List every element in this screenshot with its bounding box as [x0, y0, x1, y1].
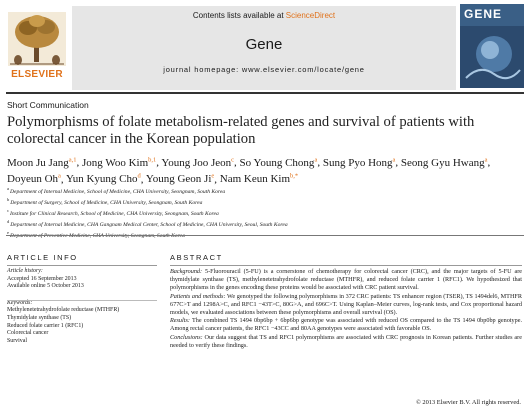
homepage-line [72, 65, 456, 74]
affiliation: $^e$Department of Preventive Medicine, CHA University, Seongnam, South Korea [7, 229, 185, 239]
author[interactable]: Nam Keun Kim$^{b,*}$ [219, 172, 299, 186]
sciencedirect-link[interactable]: ScienceDirect [285, 11, 336, 20]
homepage-prefix: journal homepage: [163, 65, 242, 74]
keywords-label: Keywords: [7, 299, 33, 306]
elsevier-logo[interactable] [6, 10, 68, 82]
keyword: Methylenetetrahydrofolate reductase (MTHFR) [7, 307, 120, 314]
article-title: Polymorphisms of folate metabolism-related genes and survival of patients with colorectal cancer in the Korean population [7, 114, 475, 147]
author[interactable]: Sung Pyo Hong$^a$ [322, 156, 396, 169]
abstract-background: Background: 5-Fluorouracil (5-FU) is a cornerstone of chemotherapy for colorectal cancer (CRC), and the major targets of 5-FU are thymidylate synthase (TS), methylenetetrahydrofolate reductase (MTHFR), and reduced folate carrier 1 (RFC1). We hypothesized that polymorphisms in the genes encoding these proteins would be associated with CRC patient survival. [170, 268, 522, 292]
affiliation: $^c$Institute for Clinical Research, School of Medicine, CHA University, Seongnam, South Korea [7, 207, 219, 217]
author[interactable]: Seong Gyu Hwang$^a$ [400, 156, 488, 169]
keyword: Thymidylate synthase (TS) [7, 314, 72, 321]
author[interactable]: Moon Ju Jang$^{a,1}$ [7, 156, 77, 169]
header-rule [6, 92, 524, 94]
journal-cover[interactable] [460, 4, 524, 88]
abstract-body [170, 268, 522, 350]
homepage-link[interactable]: www.elsevier.com/locate/gene [241, 65, 365, 74]
keyword: Survival [7, 337, 27, 344]
article-info [7, 268, 157, 345]
article-info-rule [7, 265, 157, 266]
abstract-conclusions: Conclusions: Our data suggest that TS and RFC1 polymorphisms are associated with CRC prognosis in Korean patients. Further studies are needed to verify these findings. [170, 333, 522, 349]
abstract-heading: ABSTRACT [170, 253, 223, 262]
affiliation: $^b$Department of Surgery, School of Medicine, CHA University, Seongnam, South Korea [7, 196, 203, 206]
affiliation-rule [6, 235, 524, 236]
affiliation: $^a$Department of Internal Medicine, School of Medicine, CHA University, Seongnam, South Korea [7, 186, 226, 195]
author[interactable]: Young Geon Ji$^e$ [145, 172, 215, 186]
keyword: Reduced folate carrier 1 (RFC1) [7, 322, 84, 329]
author[interactable]: Yun Kyung Cho$^d$ [66, 172, 141, 186]
author-list: Moon Ju Jang$^{a,1}$, Jong Woo Kim$^{b,1}$, Young Joo Jeon$^c$, So Young Chong$^a$, Sung Pyo Hong$^a$, Seong Gyu Hwang$^a$, Doyeun Oh$^a$, Yun Kyung Cho$^d$, Young Geon Ji$^e$, Nam Keun Kim$^{b,*}$ [7, 156, 491, 186]
available-date: Available online 5 October 2013 [7, 283, 84, 290]
abstract-results: Results: The combined TS 1494 0bp6bp + 6bp6bp genotype was associated with reduced OS compared to the TS 1494 0bp0bp genotype. Among rectal cancer patients, the RFC1 −43CC and 80AA genotypes were associated with favorable OS. [170, 317, 522, 333]
author[interactable]: Jong Woo Kim$^{b,1}$ [82, 156, 157, 169]
article-info-heading: ARTICLE INFO [7, 253, 78, 262]
keywords-rule [7, 300, 157, 301]
contents-prefix: Contents lists available at [192, 11, 286, 20]
contents-line [72, 11, 456, 20]
abstract-methods: Patients and methods: We genotyped the following polymorphisms in 372 CRC patients: TS enhancer region (TSER), TS 1494del6, MTHFR 677C>T and 1298A>C, and RFC1 −43T>C, 80G>A, and 696C>T. Using Kaplan–Meier curves, log-rank tests, and Cox proportional hazard models, we evaluated associations between these polymorphisms and overall survival (OS). [170, 292, 522, 317]
publisher-name: ELSEVIER [11, 69, 63, 80]
accepted-date: Accepted 16 September 2013 [7, 275, 77, 282]
author[interactable]: So Young Chong$^a$ [239, 156, 318, 169]
author[interactable]: Young Joo Jeon$^c$ [161, 156, 235, 169]
author[interactable]: Doyeun Oh$^a$ [7, 172, 61, 186]
article-type: Short Communication [7, 100, 89, 110]
cover-title: GENE [464, 7, 503, 21]
affiliation: $^d$Department of Internal Medicine, CHA Gangnam Medical Center, School of Medicine, CHA University, Seoul, South Korea [7, 218, 288, 228]
copyright: © 2013 Elsevier B.V. All rights reserved. [415, 399, 521, 406]
history-label: Article history: [7, 268, 43, 274]
affiliation-list [7, 185, 522, 240]
keyword: Colorectal cancer [7, 330, 49, 337]
journal-name[interactable]: Gene [245, 36, 283, 53]
abstract-rule [170, 265, 522, 266]
